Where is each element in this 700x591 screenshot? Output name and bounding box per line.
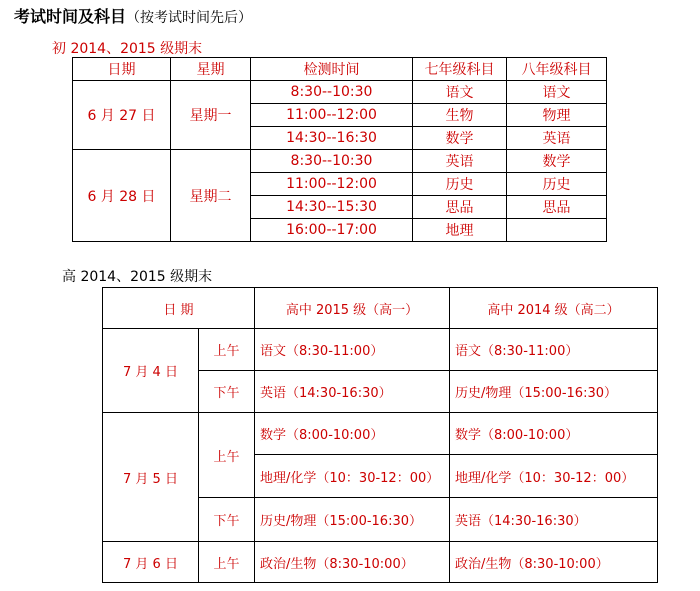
header-date: 日 期 xyxy=(103,288,255,329)
table-row xyxy=(73,81,607,104)
page-title xyxy=(14,4,252,27)
grade7-subject: 语文 xyxy=(413,81,507,104)
senior-schedule-table xyxy=(102,287,658,583)
date-cell: 7 月 4 日 xyxy=(103,329,199,413)
grade11-exam: 历史/物理（15:00-16:30） xyxy=(450,371,658,413)
grade10-exam: 地理/化学（10：30-12：00） xyxy=(255,455,450,498)
table-header-row xyxy=(103,288,658,329)
grade7-subject: 英语 xyxy=(413,150,507,173)
period-cell: 下午 xyxy=(199,371,255,413)
grade8-subject: 历史 xyxy=(507,173,607,196)
grade8-subject: 语文 xyxy=(507,81,607,104)
header-weekday: 星期 xyxy=(171,58,251,81)
grade11-exam: 语文（8:30-11:00） xyxy=(450,329,658,371)
grade10-exam: 历史/物理（15:00-16:30） xyxy=(255,498,450,542)
grade8-subject: 物理 xyxy=(507,104,607,127)
grade10-exam: 数学（8:00-10:00） xyxy=(255,413,450,455)
period-cell: 上午 xyxy=(199,329,255,371)
time-cell: 14:30--15:30 xyxy=(251,196,413,219)
grade8-subject xyxy=(507,219,607,242)
junior-schedule-table xyxy=(72,57,607,242)
grade10-exam: 政治/生物（8:30-10:00） xyxy=(255,542,450,583)
date-cell: 6 月 28 日 xyxy=(73,150,171,242)
grade8-subject: 数学 xyxy=(507,150,607,173)
table-row xyxy=(73,150,607,173)
period-cell: 上午 xyxy=(199,542,255,583)
grade11-exam: 英语（14:30-16:30） xyxy=(450,498,658,542)
grade7-subject: 思品 xyxy=(413,196,507,219)
weekday-cell: 星期一 xyxy=(171,81,251,150)
grade7-subject: 地理 xyxy=(413,219,507,242)
table-row xyxy=(103,413,658,455)
grade11-exam: 政治/生物（8:30-10:00） xyxy=(450,542,658,583)
period-cell: 下午 xyxy=(199,498,255,542)
table-row xyxy=(103,542,658,583)
grade7-subject: 历史 xyxy=(413,173,507,196)
time-cell: 11:00--12:00 xyxy=(251,104,413,127)
time-cell: 8:30--10:30 xyxy=(251,150,413,173)
table-row xyxy=(103,329,658,371)
time-cell: 14:30--16:30 xyxy=(251,127,413,150)
title-main: 考试时间及科目 xyxy=(14,7,127,26)
date-cell: 7 月 5 日 xyxy=(103,413,199,542)
time-cell: 11:00--12:00 xyxy=(251,173,413,196)
table-header-row xyxy=(73,58,607,81)
senior-section-label: 高 2014、2015 级期末 xyxy=(62,269,213,285)
grade8-subject: 英语 xyxy=(507,127,607,150)
time-cell: 8:30--10:30 xyxy=(251,81,413,104)
grade7-subject: 数学 xyxy=(413,127,507,150)
header-grade8: 八年级科目 xyxy=(507,58,607,81)
junior-section-label: 初 2014、2015 级期末 xyxy=(52,41,203,57)
header-time: 检测时间 xyxy=(251,58,413,81)
grade10-exam: 语文（8:30-11:00） xyxy=(255,329,450,371)
header-grade7: 七年级科目 xyxy=(413,58,507,81)
date-cell: 6 月 27 日 xyxy=(73,81,171,150)
weekday-cell: 星期二 xyxy=(171,150,251,242)
grade11-exam: 数学（8:00-10:00） xyxy=(450,413,658,455)
header-senior-2014: 高中 2014 级（高二） xyxy=(450,288,658,329)
title-note: （按考试时间先后） xyxy=(126,10,253,26)
time-cell: 16:00--17:00 xyxy=(251,219,413,242)
grade7-subject: 生物 xyxy=(413,104,507,127)
header-date: 日期 xyxy=(73,58,171,81)
grade8-subject: 思品 xyxy=(507,196,607,219)
header-senior-2015: 高中 2015 级（高一） xyxy=(255,288,450,329)
period-cell: 上午 xyxy=(199,413,255,498)
date-cell: 7 月 6 日 xyxy=(103,542,199,583)
grade11-exam: 地理/化学（10：30-12：00） xyxy=(450,455,658,498)
grade10-exam: 英语（14:30-16:30） xyxy=(255,371,450,413)
